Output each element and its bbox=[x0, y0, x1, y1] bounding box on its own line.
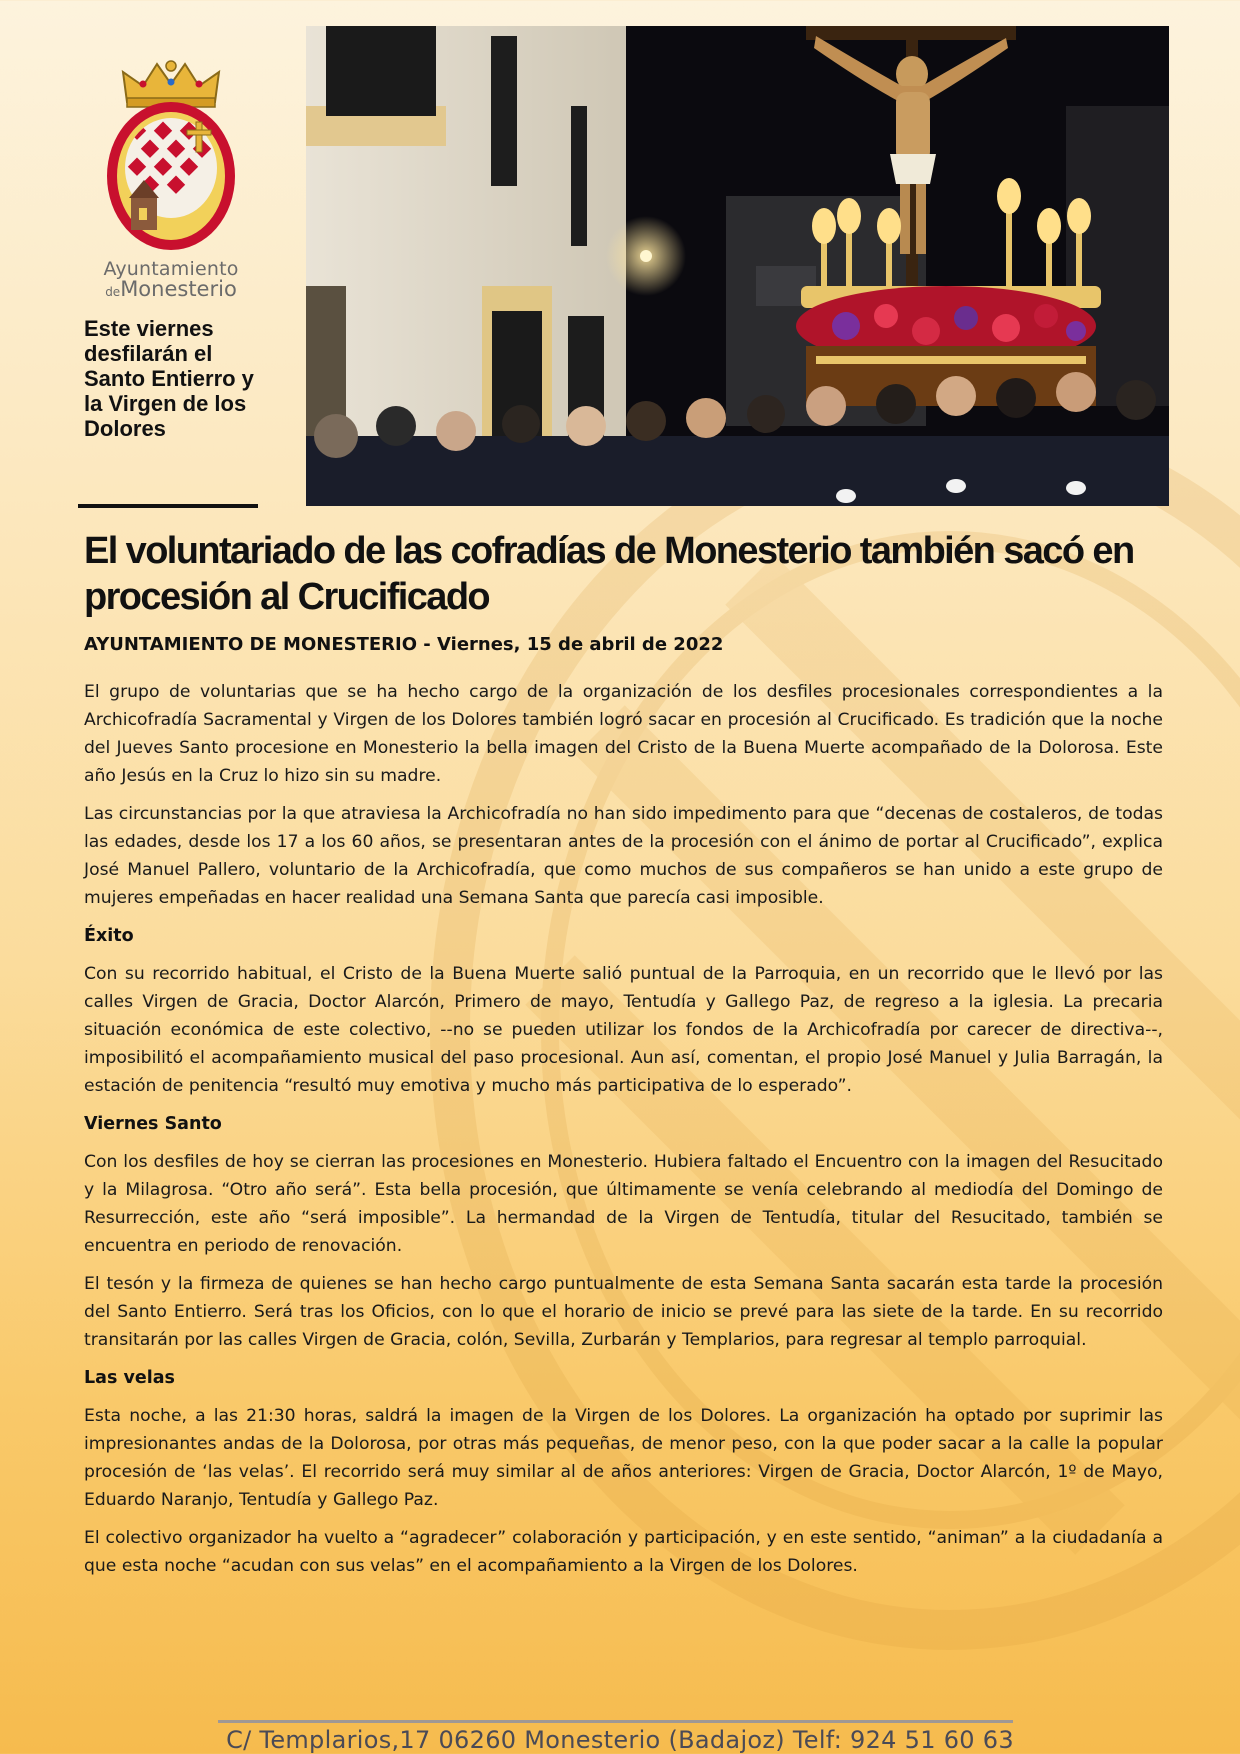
article-paragraph-1: El grupo de voluntarias que se ha hecho cargo de la organización de los desfiles procesionales correspondientes a la Archicofradía Sacramental y Virgen de los Dolores también logró sacar en procesión al Crucificado. Es tradición que la noche del Jueves Santo procesione en Monesterio la bella imagen del Cristo de la Buena Muerte acompañado de la Dolorosa. Este año Jesús en la Cruz lo hizo sin su madre. bbox=[84, 682, 1163, 786]
article-paragraph-6: Esta noche, a las 21:30 horas, saldrá la imagen de la Virgen de los Dolores. La organización ha optado por suprimir las impresionantes andas de la Dolorosa, por otras más pequeñas, de menor peso, con la que poder sacar a la calle la popular procesión de ‘las velas’. El recorrido será muy similar al de años anteriores: Virgen de Gracia, Doctor Alarcón, 1º de Mayo, Eduardo Naranjo, Tentudía y Gallego Paz. bbox=[84, 1406, 1163, 1510]
footer-address: C/ Templarios,17 06260 Monesterio (Badajoz) Telf: 924 51 60 63 bbox=[226, 1726, 1014, 1754]
article-headline: El voluntariado de las cofradías de Monesterio también sacó en procesión al Crucificado bbox=[84, 530, 1134, 618]
section-heading-viernes-santo: Viernes Santo bbox=[84, 1114, 222, 1134]
section-heading-exito: Éxito bbox=[84, 926, 134, 946]
logo-de: de bbox=[105, 285, 121, 299]
footer-divider bbox=[218, 1720, 1013, 1723]
procession-illustration bbox=[306, 26, 1169, 506]
kicker-divider bbox=[78, 504, 258, 508]
article-paragraph-7: El colectivo organizador ha vuelto a “agradecer” colaboración y participación, y en este sentido, “animan” a la ciudadanía a que esta noche “acudan con sus velas” en el acompañamiento a la Virgen de los Dolores. bbox=[84, 1528, 1163, 1576]
logo-line-ayuntamiento: Ayuntamiento bbox=[103, 258, 239, 280]
article-paragraph-2: Las circunstancias por la que atraviesa la Archicofradía no han sido impedimento para que “decenas de costaleros, de todas las edades, desde los 17 a los 60 años, se presentaran antes de la procesión con el ánimo de portar al Crucificado”, explica José Manuel Pallero, voluntario de la Archicofradía, que como muchos de sus compañeros se han unido a este grupo de mujeres empeñadas en hacer realidad una Semana Santa que parecía casi imposible. bbox=[84, 804, 1163, 908]
logo-monesterio: Monesterio bbox=[120, 277, 237, 301]
procession-photo bbox=[306, 26, 1169, 506]
article-byline: AYUNTAMIENTO DE MONESTERIO - Viernes, 15 de abril de 2022 bbox=[84, 634, 724, 655]
article-paragraph-5: El tesón y la firmeza de quienes se han hecho cargo puntualmente de esta Semana Santa sacarán esta tarde la procesión del Santo Entierro. Será tras los Oficios, con lo que el horario de inicio se prevé para las siete de la tarde. En su recorrido transitarán por las calles Virgen de Gracia, colón, Sevilla, Zurbarán y Templarios, para regresar al templo parroquial. bbox=[84, 1274, 1163, 1350]
municipal-crest-icon bbox=[101, 58, 241, 254]
article-paragraph-3: Con su recorrido habitual, el Cristo de la Buena Muerte salió puntual de la Parroquia, en un recorrido que le llevó por las calles Virgen de Gracia, Doctor Alarcón, Primero de mayo, Tentudía y Gallego Paz, de regreso a la iglesia. La precaria situación económica de este colectivo, --no se pueden utilizar los fondos de la Archicofradía por carecer de directiva--, imposibilitó el acompañamiento musical del paso procesional. Aun así, comentan, el propio José Manuel y Julia Barragán, la estación de penitencia “resultó muy emotiva y mucho más participativa de lo esperado”. bbox=[84, 964, 1163, 1096]
article-body bbox=[84, 678, 1163, 1590]
section-heading-las-velas: Las velas bbox=[84, 1368, 175, 1388]
article-paragraph-4: Con los desfiles de hoy se cierran las procesiones en Monesterio. Hubiera faltado el Encuentro con la imagen del Resucitado y la Milagrosa. “Otro año será”. Esta bella procesión, que últimamente se venía celebrando al mediodía del Domingo de Resurrección, este año “será imposible”. La hermandad de la Virgen de Tentudía, titular del Resucitado, también se encuentra en periodo de renovación. bbox=[84, 1152, 1163, 1256]
ayuntamiento-logo bbox=[86, 58, 256, 300]
kicker-text: Este viernes desfilarán el Santo Entierro y la Virgen de los Dolores bbox=[84, 316, 254, 441]
logo-line-monesterio bbox=[86, 279, 256, 300]
